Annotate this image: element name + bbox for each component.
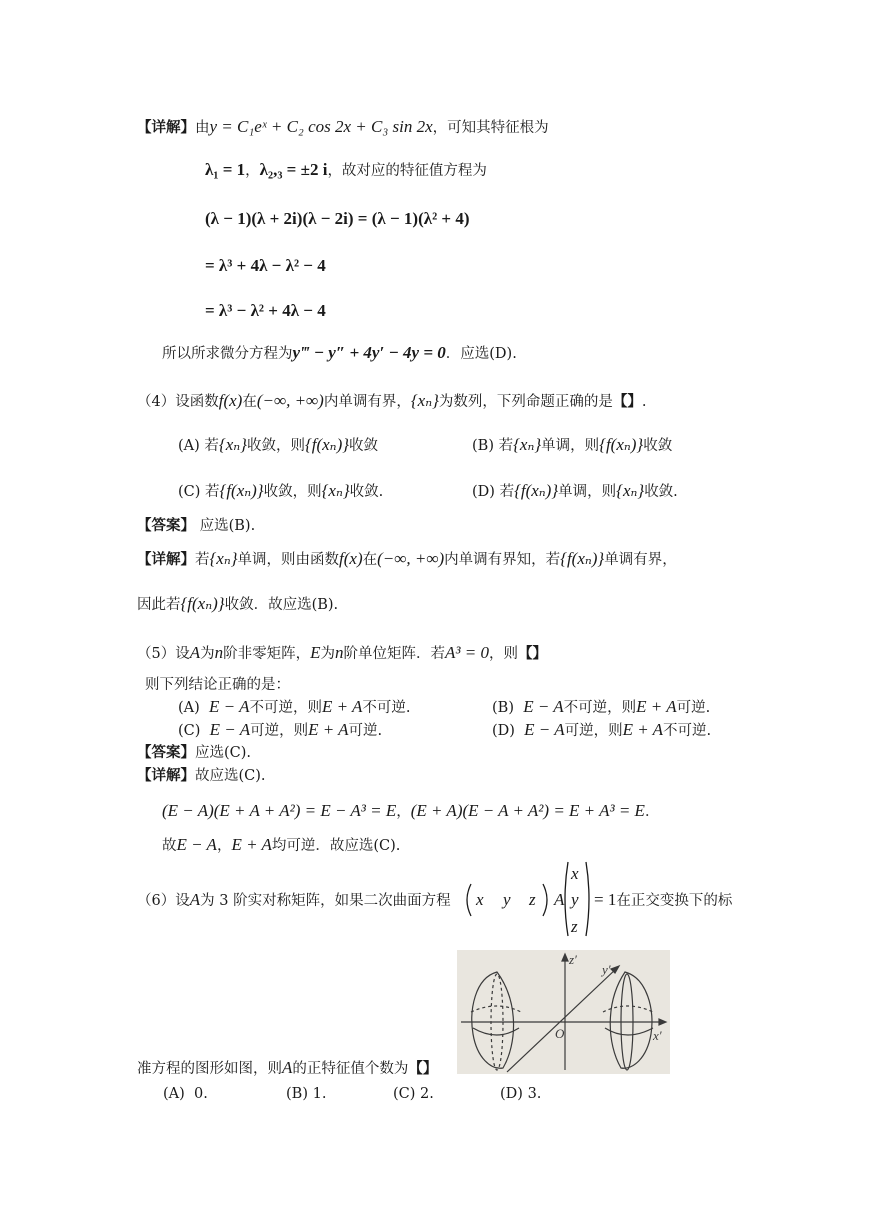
text: 故	[162, 838, 177, 854]
math: E − A	[176, 835, 217, 854]
row-y: y	[503, 890, 511, 909]
math: A	[282, 1058, 293, 1077]
x-arrow-icon	[659, 1019, 666, 1025]
text: ，	[245, 163, 260, 179]
text: ，故对应的特征值方程为	[327, 163, 487, 179]
q6-option-b	[286, 1084, 326, 1104]
text: 若	[205, 484, 220, 500]
q4-answer	[137, 516, 255, 536]
option-value: 2.	[420, 1086, 434, 1102]
math: {f(xₙ)}	[560, 549, 605, 568]
y-axis	[507, 968, 617, 1072]
text: 阶单位矩阵．若	[343, 646, 446, 662]
text: 因此若	[137, 597, 181, 613]
q5-option-a	[178, 697, 411, 718]
text: 不可逆，则	[563, 700, 637, 716]
math: A³ = 0	[445, 643, 489, 662]
math: {xₙ}	[218, 435, 247, 454]
text: 阶非零矩阵，	[223, 646, 311, 662]
text: 内单调有界，	[323, 394, 411, 410]
option-label: (B)	[472, 438, 494, 454]
text: 为数列，下列命题正确的是	[438, 394, 613, 410]
q4-option-c	[178, 481, 383, 502]
text: 若	[204, 438, 219, 454]
q5-detail	[137, 766, 266, 786]
text: 准方程的图形如图，则	[137, 1061, 282, 1077]
answer-bracket: 【】	[517, 645, 547, 662]
text: 在	[242, 394, 257, 410]
option-value: 0.	[194, 1086, 208, 1102]
matrix-a: A	[554, 890, 565, 909]
q4-option-d	[472, 481, 678, 502]
math: {f(xₙ)}	[180, 594, 225, 613]
math: {f(xₙ)}	[304, 435, 350, 454]
answer-label: 【答案】	[137, 517, 195, 534]
row-z: z	[529, 890, 536, 909]
math: {f(xₙ)}	[514, 481, 559, 500]
text: ，则	[488, 646, 518, 662]
option-label: (C)	[393, 1086, 416, 1102]
text: 故应选(C).	[195, 768, 266, 784]
math: A	[189, 643, 201, 662]
col-y: y	[571, 890, 579, 909]
q5-answer	[137, 743, 251, 763]
text: （4）设函数	[137, 394, 219, 410]
math: E − A	[209, 697, 250, 716]
detail-label: 【详解】	[137, 767, 195, 784]
q6-stem-right	[594, 890, 732, 911]
math: {xₙ}	[209, 549, 238, 568]
text: 在	[362, 552, 378, 568]
option-label: (A)	[163, 1086, 185, 1102]
answer-bracket: 【】	[612, 393, 642, 410]
q4-detail-line2	[137, 594, 338, 615]
text: 所以所求微分方程为	[162, 346, 293, 362]
text: ，可知其特征根为	[432, 120, 549, 136]
math: E + A	[308, 720, 349, 739]
text: 单调，则	[558, 484, 617, 500]
row-x: x	[476, 890, 484, 909]
math: E − A	[523, 697, 564, 716]
text: 收敛．故应选(B).	[224, 597, 339, 613]
math: {xₙ}	[321, 481, 350, 500]
col-x: x	[571, 864, 579, 883]
text: 可逆.	[348, 723, 383, 739]
q5-equations	[162, 801, 659, 822]
q5-option-b	[492, 697, 710, 718]
text: 单调有界，	[604, 552, 677, 568]
q5-option-c	[178, 720, 382, 741]
p3-eq3: = λ³ − λ² + 4λ − 4	[205, 301, 326, 320]
answer-bracket: 【】	[408, 1060, 438, 1077]
math: (−∞, +∞)	[377, 549, 445, 568]
math: {f(xₙ)}	[219, 481, 264, 500]
text: 的正特征值个数为	[292, 1061, 409, 1077]
option-label: (D)	[492, 723, 515, 739]
q5-conclusion	[162, 835, 400, 856]
q4-stem	[137, 391, 647, 412]
col-z: z	[571, 917, 578, 936]
option-value: 1.	[312, 1086, 327, 1102]
option-value: 3.	[527, 1086, 542, 1102]
text: 可逆，则	[250, 723, 309, 739]
math: (−∞, +∞)	[256, 391, 324, 410]
q6-line2	[137, 1058, 437, 1079]
text: 收敛，则	[263, 484, 322, 500]
math: E − A	[524, 720, 565, 739]
option-label: (A)	[178, 700, 200, 716]
text: 单调，则由函数	[237, 552, 340, 568]
text: .	[641, 394, 647, 410]
math: A	[189, 890, 201, 909]
row-vector	[461, 880, 553, 920]
text: 均可逆．故应选(C).	[271, 838, 401, 854]
q4-detail-line1	[137, 549, 677, 570]
q4-option-b	[472, 435, 672, 456]
text: 收敛	[349, 438, 379, 454]
math: = 1	[594, 890, 617, 909]
option-label: (B)	[492, 700, 514, 716]
option-label: (B)	[286, 1086, 308, 1102]
q6-option-a	[163, 1084, 208, 1104]
math: E + A	[636, 697, 677, 716]
p3-roots-line	[205, 160, 487, 181]
text: 若	[499, 484, 515, 500]
text: 收敛.	[349, 484, 384, 500]
p3-eq1: (λ − 1)(λ + 2i)(λ − 2i) = (λ − 1)(λ² + 4)	[205, 209, 470, 228]
text: ，	[216, 838, 232, 854]
text: 收敛，则	[246, 438, 305, 454]
math: f(x)	[339, 549, 363, 568]
math: E + A	[231, 835, 272, 854]
x-label: x′	[653, 1028, 662, 1043]
z-label: z′	[569, 952, 577, 967]
detail-label: 【详解】	[137, 551, 195, 568]
math: f(x)	[218, 391, 243, 410]
text: 单调，则	[541, 438, 600, 454]
p3-intro-line	[137, 117, 549, 138]
math: E + A	[622, 720, 664, 739]
right-sheet-curve	[605, 1028, 653, 1035]
math: E	[310, 643, 321, 662]
text: 不可逆.	[362, 700, 411, 716]
p3-eq2: = λ³ + 4λ − λ² − 4	[205, 256, 326, 275]
math-solution: y = C₁eˣ + C₂ cos 2x + C₃ sin 2x	[209, 117, 433, 136]
math: {xₙ}	[410, 391, 439, 410]
math: n	[335, 643, 344, 662]
text: ．应选(D).	[445, 346, 517, 362]
text: 在正交变换下的标	[616, 893, 733, 909]
q5-option-d	[492, 720, 711, 741]
text: 若	[195, 552, 210, 568]
text: 由	[195, 120, 210, 136]
detail-label: 【详解】	[137, 119, 195, 136]
left-sheet-curve	[473, 1028, 519, 1035]
text: 不可逆.	[663, 723, 712, 739]
text: 内单调有界知，若	[444, 552, 561, 568]
left-sheet-dashed-curve	[471, 1006, 521, 1012]
z-arrow-icon	[562, 954, 568, 961]
quadric-surface-figure	[457, 950, 670, 1074]
math: (E + A)(E − A + A²) = E + A³ = E	[410, 801, 645, 820]
text: （6）设	[137, 893, 190, 909]
text: （5）设	[137, 646, 190, 662]
q5-stem	[137, 643, 547, 664]
math-root-1: λ₁ = 1	[205, 160, 246, 179]
option-label: (D)	[472, 484, 495, 500]
math: {xₙ}	[616, 481, 645, 500]
p3-conclusion	[162, 343, 517, 364]
math: {f(xₙ)}	[599, 435, 644, 454]
answer-label: 【答案】	[137, 744, 195, 761]
text: 应选(B).	[199, 518, 256, 534]
text: 应选(C).	[195, 745, 252, 761]
text: 可逆.	[676, 700, 711, 716]
text: ，	[396, 804, 411, 820]
figure-drawing	[457, 950, 670, 1074]
text: 为	[320, 646, 336, 662]
q6-option-c	[393, 1084, 434, 1104]
q6-option-d	[500, 1084, 541, 1104]
math-ode: y‴ − y″ + 4y′ − 4y = 0	[292, 343, 446, 362]
math: {xₙ}	[513, 435, 542, 454]
text: 收敛.	[644, 484, 678, 500]
text: 收敛	[643, 438, 673, 454]
text: 为	[200, 646, 215, 662]
option-label: (C)	[178, 723, 201, 739]
option-label: (C)	[178, 484, 201, 500]
y-label: y′	[602, 962, 611, 977]
option-label: (D)	[500, 1086, 523, 1102]
text: 为 3 阶实对称矩阵，如果二次曲面方程	[200, 893, 451, 909]
q5-line2: 则下列结论正确的是：	[145, 677, 290, 693]
math: E − A	[209, 720, 251, 739]
math: E + A	[321, 697, 363, 716]
q4-option-a	[178, 435, 378, 456]
column-vector	[562, 858, 592, 940]
math: n	[214, 643, 224, 662]
text: 若	[498, 438, 514, 454]
q6-stem-left	[137, 890, 451, 911]
text: 可逆，则	[564, 723, 623, 739]
math: (E − A)(E + A + A²) = E − A³ = E	[162, 801, 397, 820]
math-root-2: λ₂,₃ = ±2 i	[259, 160, 328, 179]
text: ．	[644, 804, 660, 820]
origin-label: O	[555, 1026, 565, 1041]
text: 不可逆，则	[249, 700, 322, 716]
option-label: (A)	[178, 438, 200, 454]
